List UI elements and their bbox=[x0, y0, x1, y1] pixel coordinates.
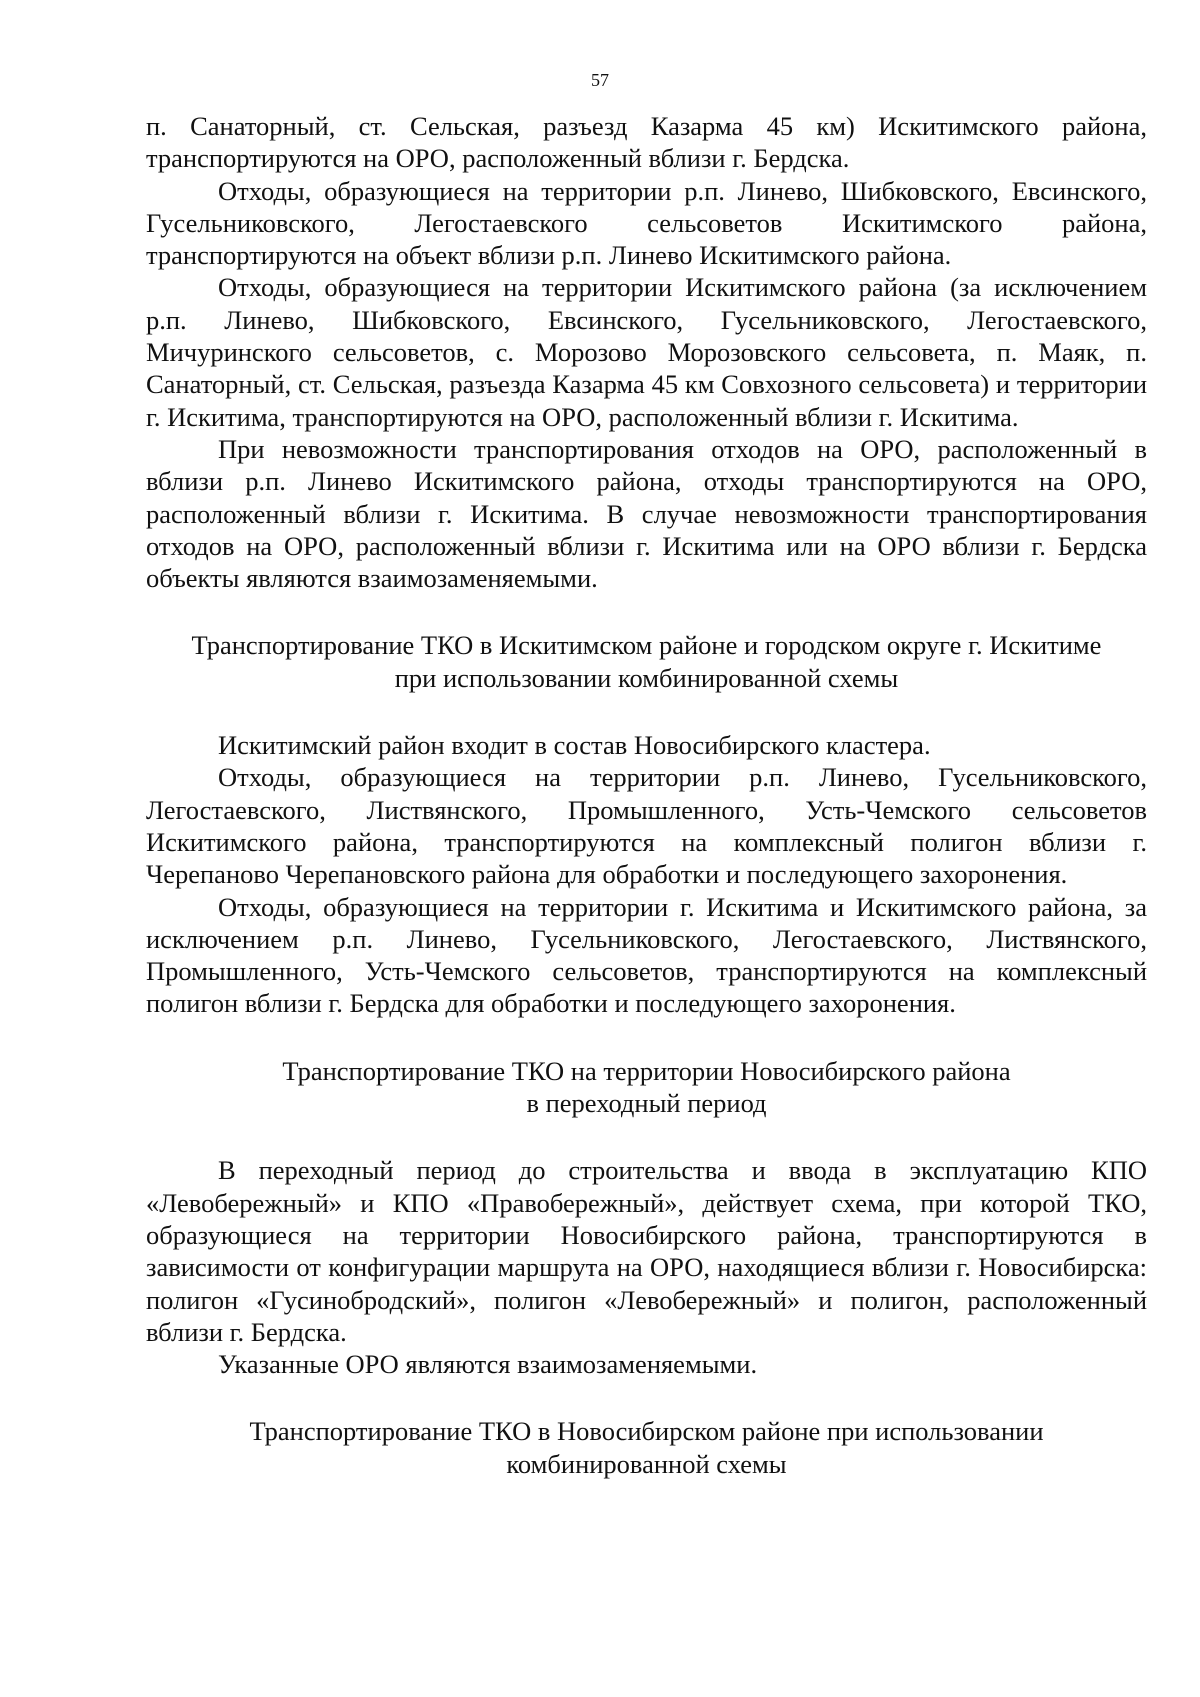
heading-line: Транспортирование ТКО на территории Новосибирского района bbox=[282, 1055, 1011, 1086]
heading-line: Транспортирование ТКО в Новосибирском районе при использовании bbox=[249, 1416, 1044, 1447]
heading-line: Транспортирование ТКО в Искитимском районе и городском округе г. Искитиме bbox=[191, 630, 1102, 661]
section-heading bbox=[146, 629, 1147, 694]
paragraph: Отходы, образующиеся на территории р.п. Линево, Шибковского, Евсинского, Гусельниковского, Легостаевского сельсоветов Искитимского района, транспортируются на объект вблизи р.п. Линево Искитимского района. bbox=[146, 175, 1147, 271]
paragraph: Отходы, образующиеся на территории г. Искитима и Искитимского района, за исключением р.п. Линево, Гусельниковского, Легостаевского, Листвянского, Промышленного, Усть-Чемского сельсоветов, транспортируются на комплексный полигон вблизи г. Бердска для обработки и последующего захоронения. bbox=[146, 891, 1147, 1019]
section-heading bbox=[146, 1415, 1147, 1480]
paragraph: Указанные ОРО являются взаимозаменяемыми. bbox=[218, 1349, 758, 1380]
section-heading bbox=[146, 1055, 1147, 1120]
paragraph: Искитимский район входит в состав Новосибирского кластера. bbox=[218, 730, 931, 761]
paragraph: Отходы, образующиеся на территории р.п. Линево, Гусельниковского, Легостаевского, Листвянского, Промышленного, Усть-Чемского сельсоветов Искитимского района, транспортируются на комплексный полигон вблизи г. Черепаново Черепановского района для обработки и последующего захоронения. bbox=[146, 762, 1147, 890]
paragraph: При невозможности транспортирования отходов на ОРО, расположенный в вблизи р.п. Линево Искитимского района, отходы транспортируются на ОРО, расположенный вблизи г. Искитима. В случае невозможности транспортирования отходов на ОРО, расположенный вблизи г. Искитима или на ОРО вблизи г. Бердска объекты являются взаимозаменяемыми. bbox=[146, 433, 1147, 594]
paragraph: В переходный период до строительства и ввода в эксплуатацию КПО «Левобережный» и КПО «Правобережный», действует схема, при которой ТКО, образующиеся на территории Новосибирского района, транспортируются в зависимости от конфигурации маршрута на ОРО, находящиеся вблизи г. Новосибирска: полигон «Гусинобродский», полигон «Левобережный» и полигон, расположенный вблизи г. Бердска. bbox=[146, 1155, 1147, 1347]
paragraph: п. Санаторный, ст. Сельская, разъезд Казарма 45 км) Искитимского района, транспортируются на ОРО, расположенный вблизи г. Бердска. bbox=[146, 111, 1147, 174]
heading-line: комбинированной схемы bbox=[506, 1448, 787, 1479]
heading-line: в переходный период bbox=[526, 1088, 767, 1119]
heading-line: при использовании комбинированной схемы bbox=[394, 662, 899, 693]
document-body bbox=[146, 110, 1147, 1480]
paragraph: Отходы, образующиеся на территории Искитимского района (за исключением р.п. Линево, Шибковского, Евсинского, Гусельниковского, Легостаевского, Мичуринского сельсоветов, с. Морозово Морозовского сельсовета, п. Маяк, п. Санаторный, ст. Сельская, разъезда Казарма 45 км Совхозного сельсовета) и территории г. Искитима, транспортируются на ОРО, расположенный вблизи г. Искитима. bbox=[146, 272, 1147, 432]
page-number: 57 bbox=[591, 70, 609, 90]
